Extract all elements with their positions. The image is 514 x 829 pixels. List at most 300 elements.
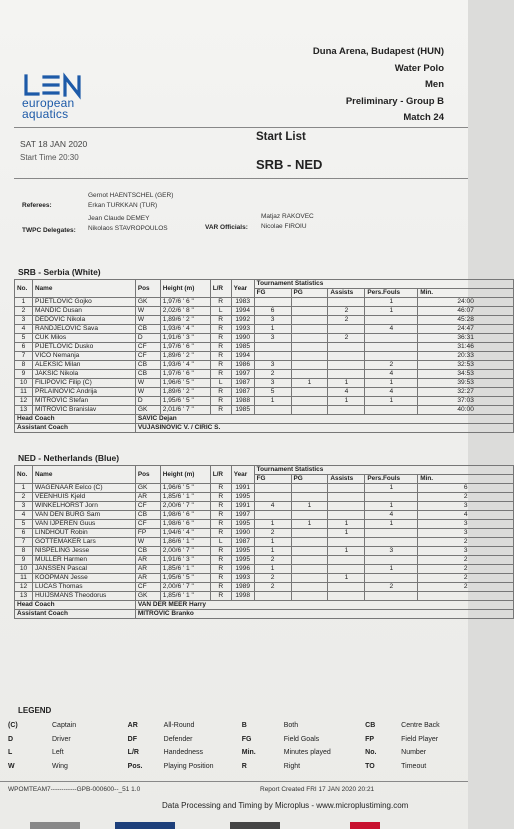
legend-description: Timeout <box>401 762 427 770</box>
col-name: Name <box>32 466 135 484</box>
cell-height: 1,85/6 ' 1 " <box>160 565 210 574</box>
cell-no: 5 <box>15 334 33 343</box>
cell-fg: 3 <box>254 316 291 325</box>
cell-lr: R <box>210 529 231 538</box>
cell-lr: L <box>210 379 231 388</box>
cell-lr: R <box>210 388 231 397</box>
legend-code: CB <box>365 722 376 730</box>
cell-pos: GK <box>135 592 160 601</box>
cell-min: 2 <box>418 583 514 592</box>
cell-pos: CB <box>135 547 160 556</box>
cell-pg <box>291 352 328 361</box>
cell-pers-fouls: 4 <box>365 388 418 397</box>
legend-row <box>8 746 468 760</box>
legend-item <box>128 749 242 756</box>
cell-pers-fouls: 4 <box>365 325 418 334</box>
cell-assists: 1 <box>328 574 365 583</box>
cell-pers-fouls: 4 <box>365 511 418 520</box>
legend-code: TO <box>365 762 375 770</box>
cell-pos: CB <box>135 325 160 334</box>
legend-row <box>8 733 468 747</box>
col-min: Min. <box>418 475 514 484</box>
cell-pers-fouls <box>365 316 418 325</box>
cell-pg <box>291 307 328 316</box>
cell-height: 1,89/6 ' 2 " <box>160 388 210 397</box>
legend-code: No. <box>365 749 377 757</box>
cell-name: ALEKSIC Milan <box>32 361 135 370</box>
cell-assists <box>328 325 365 334</box>
cell-assists <box>328 406 365 415</box>
cell-no: 10 <box>15 565 33 574</box>
cell-name: CUK Milos <box>32 334 135 343</box>
cell-lr: R <box>210 520 231 529</box>
col-fg: FG <box>254 475 291 484</box>
legend-code: AR <box>127 722 138 730</box>
cell-fg: 3 <box>254 361 291 370</box>
cell-name: JANSSEN Pascal <box>32 565 135 574</box>
cell-min: 46:07 <box>418 307 514 316</box>
cell-pos: CF <box>135 520 160 529</box>
cell-pers-fouls <box>365 352 418 361</box>
cell-lr: R <box>210 511 231 520</box>
cell-lr: L <box>210 307 231 316</box>
len-logo <box>22 74 102 120</box>
cell-min: 36:31 <box>418 334 514 343</box>
cell-pers-fouls <box>365 334 418 343</box>
table-row <box>15 325 514 334</box>
cell-fg: 2 <box>254 556 291 565</box>
cell-pos: CF <box>135 352 160 361</box>
legend-code: FG <box>241 735 252 743</box>
cell-name: JAKSIC Nikola <box>32 370 135 379</box>
len-logo-icon <box>22 74 84 98</box>
cell-height: 2,00/6 ' 7 " <box>160 547 210 556</box>
cell-name: MITROVIC Branislav <box>32 406 135 415</box>
cell-name: VEENHUIS Kjeld <box>32 493 135 502</box>
cell-pos: GK <box>135 406 160 415</box>
cell-height: 2,01/6 ' 7 " <box>160 406 210 415</box>
cell-assists <box>328 565 365 574</box>
cell-year: 1991 <box>231 484 254 493</box>
col-height: Height (m) <box>160 466 210 484</box>
cell-year: 1993 <box>231 325 254 334</box>
table-row <box>15 529 514 538</box>
delegate-1: Jean Claude DEMEY <box>88 215 150 222</box>
cell-pos: AR <box>135 565 160 574</box>
cell-min: 3 <box>418 502 514 511</box>
cell-fg: 1 <box>254 547 291 556</box>
sponsor-logo-4 <box>350 822 380 829</box>
col-pers-fouls: Pers.Fouls <box>365 289 418 298</box>
srb-assistant-coach-label: Assistant Coach <box>15 424 136 433</box>
cell-fg: 1 <box>254 325 291 334</box>
cell-pers-fouls: 1 <box>365 298 418 307</box>
cell-name: RANDJELOVIC Sava <box>32 325 135 334</box>
cell-pos: CF <box>135 583 160 592</box>
cell-no: 8 <box>15 547 33 556</box>
cell-min: 20:33 <box>418 352 514 361</box>
cell-height: 1,96/6 ' 5 " <box>160 379 210 388</box>
legend-item <box>8 722 128 729</box>
cell-name: PIJETLOVIC Dusko <box>32 343 135 352</box>
legend-title: LEGEND <box>18 706 52 715</box>
cell-pos: CB <box>135 370 160 379</box>
col-name: Name <box>32 280 135 298</box>
ned-roster-table <box>14 465 514 619</box>
cell-pos: D <box>135 334 160 343</box>
cell-lr: R <box>210 502 231 511</box>
cell-year: 1995 <box>231 493 254 502</box>
cell-height: 1,97/6 ' 6 " <box>160 370 210 379</box>
table-row <box>15 493 514 502</box>
cell-no: 2 <box>15 493 33 502</box>
cell-assists <box>328 538 365 547</box>
legend-description: Both <box>283 722 299 730</box>
legend-description: Field Player <box>401 735 439 743</box>
cell-pg <box>291 592 328 601</box>
cell-no: 12 <box>15 583 33 592</box>
legend-description: Driver <box>52 735 71 743</box>
referee-2: Erkan TURKKAN (TUR) <box>88 202 158 209</box>
col-assists: Assists <box>328 475 365 484</box>
table-row <box>15 511 514 520</box>
cell-pos: W <box>135 538 160 547</box>
cell-no: 9 <box>15 556 33 565</box>
cell-pg <box>291 325 328 334</box>
col-assists: Assists <box>328 289 365 298</box>
cell-lr: R <box>210 352 231 361</box>
table-row <box>15 538 514 547</box>
cell-pers-fouls <box>365 343 418 352</box>
cell-pg <box>291 406 328 415</box>
cell-lr: R <box>210 361 231 370</box>
legend-code: FP <box>365 735 375 743</box>
legend-description: All-Round <box>163 722 195 730</box>
legend-description: Defender <box>163 735 193 743</box>
cell-assists: 1 <box>328 379 365 388</box>
cell-name: MULLER Harmen <box>32 556 135 565</box>
table-row <box>15 334 514 343</box>
phase: Preliminary - Group B <box>345 95 444 107</box>
cell-name: VICO Nemanja <box>32 352 135 361</box>
cell-fg: 2 <box>254 529 291 538</box>
cell-lr: R <box>210 406 231 415</box>
legend-description: Playing Position <box>163 762 214 770</box>
col-min: Min. <box>418 289 514 298</box>
cell-fg <box>254 592 291 601</box>
cell-pg <box>291 316 328 325</box>
cell-no: 5 <box>15 520 33 529</box>
logo-text-line2: aquatics <box>22 107 69 121</box>
col-pg: PG <box>291 289 328 298</box>
cell-pos: FP <box>135 529 160 538</box>
cell-no: 13 <box>15 592 33 601</box>
table-row <box>15 565 514 574</box>
cell-pos: D <box>135 397 160 406</box>
legend-code: Pos. <box>127 762 143 770</box>
cell-pos: W <box>135 307 160 316</box>
table-row <box>15 547 514 556</box>
legend-code: R <box>241 762 247 770</box>
cell-pg <box>291 493 328 502</box>
cell-assists <box>328 511 365 520</box>
cell-no: 2 <box>15 307 33 316</box>
legend-code: L <box>8 749 13 757</box>
header-divider <box>14 127 468 128</box>
cell-fg: 4 <box>254 502 291 511</box>
srb-assistant-coach: VUJASINOVIC V. / CIRIC S. <box>135 424 513 433</box>
info-divider <box>14 178 468 179</box>
cell-fg: 1 <box>254 565 291 574</box>
col-pos: Pos <box>135 280 160 298</box>
cell-pers-fouls: 1 <box>365 307 418 316</box>
table-row <box>15 520 514 529</box>
cell-assists <box>328 361 365 370</box>
cell-height: 1,89/6 ' 2 " <box>160 352 210 361</box>
cell-assists: 1 <box>328 397 365 406</box>
col-height: Height (m) <box>160 280 210 298</box>
ned-head-coach: VAN DER MEER Harry <box>135 601 513 610</box>
col-year: Year <box>231 466 254 484</box>
cell-pos: CB <box>135 361 160 370</box>
cell-name: HUIJSMANS Theodorus <box>32 592 135 601</box>
cell-pg <box>291 298 328 307</box>
cell-year: 1994 <box>231 352 254 361</box>
table-row <box>15 556 514 565</box>
table-row <box>15 406 514 415</box>
logo-text-line1: european <box>22 96 75 110</box>
cell-fg <box>254 352 291 361</box>
cell-assists: 2 <box>328 334 365 343</box>
cell-year: 1991 <box>231 502 254 511</box>
table-row <box>15 502 514 511</box>
cell-min: 40:00 <box>418 406 514 415</box>
cell-name: WAGENAAR Eelco (C) <box>32 484 135 493</box>
cell-min: 31:46 <box>418 343 514 352</box>
table-row <box>15 361 514 370</box>
legend-code: W <box>8 762 15 770</box>
cell-pg <box>291 565 328 574</box>
cell-assists <box>328 493 365 502</box>
sport: Water Polo <box>394 62 444 74</box>
report-created: Report Created FRI 17 JAN 2020 20:21 <box>260 786 375 793</box>
cell-year: 1989 <box>231 583 254 592</box>
cell-min: 24:47 <box>418 325 514 334</box>
cell-year: 1985 <box>231 343 254 352</box>
venue: Duna Arena, Budapest (HUN) <box>312 46 444 57</box>
cell-fg: 6 <box>254 307 291 316</box>
cell-assists <box>328 502 365 511</box>
cell-pg: 1 <box>291 379 328 388</box>
cell-year: 1995 <box>231 547 254 556</box>
match-date: SAT 18 JAN 2020 <box>20 139 88 149</box>
cell-lr: R <box>210 565 231 574</box>
cell-year: 1998 <box>231 592 254 601</box>
cell-no: 4 <box>15 511 33 520</box>
cell-pers-fouls: 1 <box>365 484 418 493</box>
match-title: SRB - NED <box>256 157 323 172</box>
cell-lr: R <box>210 592 231 601</box>
cell-assists <box>328 298 365 307</box>
cell-min: 45:28 <box>418 316 514 325</box>
sponsor-logo-1 <box>30 822 80 829</box>
cell-year: 1986 <box>231 361 254 370</box>
cell-pos: W <box>135 388 160 397</box>
delegates-label: TWPC Delegates: <box>22 227 76 234</box>
cell-pers-fouls <box>365 406 418 415</box>
cell-lr: R <box>210 556 231 565</box>
cell-min <box>418 592 514 601</box>
srb-head-coach: SAVIC Dejan <box>135 415 513 424</box>
cell-pers-fouls: 2 <box>365 583 418 592</box>
cell-no: 7 <box>15 538 33 547</box>
cell-name: VAN DEN BURG Sam <box>32 511 135 520</box>
cell-pers-fouls <box>365 592 418 601</box>
legend-description: Wing <box>52 762 68 770</box>
cell-min: 39:53 <box>418 379 514 388</box>
table-row <box>15 307 514 316</box>
var-official-2: Nicolae FIROIU <box>261 223 307 230</box>
cell-year: 1990 <box>231 529 254 538</box>
cell-fg: 2 <box>254 370 291 379</box>
cell-height: 1,94/6 ' 4 " <box>160 529 210 538</box>
col-year: Year <box>231 280 254 298</box>
cell-no: 6 <box>15 343 33 352</box>
cell-name: DEDOVIC Nikola <box>32 316 135 325</box>
cell-fg: 1 <box>254 538 291 547</box>
cell-pg <box>291 484 328 493</box>
table-row <box>15 343 514 352</box>
cell-pos: CF <box>135 343 160 352</box>
cell-no: 8 <box>15 361 33 370</box>
cell-pg <box>291 334 328 343</box>
cell-height: 1,91/6 ' 3 " <box>160 334 210 343</box>
cell-min: 2 <box>418 556 514 565</box>
legend-item <box>242 763 365 770</box>
cell-pos: AR <box>135 493 160 502</box>
cell-lr: R <box>210 484 231 493</box>
legend-item <box>365 736 468 743</box>
cell-fg: 3 <box>254 379 291 388</box>
cell-pers-fouls <box>365 493 418 502</box>
cell-height: 1,89/6 ' 2 " <box>160 316 210 325</box>
cell-lr: R <box>210 370 231 379</box>
cell-lr: R <box>210 334 231 343</box>
cell-fg <box>254 343 291 352</box>
legend-item <box>128 736 242 743</box>
cell-min: 3 <box>418 547 514 556</box>
table-row <box>15 484 514 493</box>
cell-year: 1992 <box>231 316 254 325</box>
cell-name: NISPELING Jesse <box>32 547 135 556</box>
legend-item <box>365 749 468 756</box>
legend-description: Field Goals <box>283 735 320 743</box>
cell-height: 1,86/6 ' 1 " <box>160 538 210 547</box>
cell-fg <box>254 406 291 415</box>
ned-assistant-coach-label: Assistant Coach <box>15 610 136 619</box>
legend-item <box>8 736 128 743</box>
legend-code: B <box>241 722 247 730</box>
legend-item <box>242 722 365 729</box>
table-row <box>15 370 514 379</box>
cell-pg <box>291 343 328 352</box>
tournament-stats-header: Tournament Statistics <box>254 280 513 289</box>
legend-item <box>365 722 468 729</box>
cell-pg <box>291 547 328 556</box>
cell-year: 1993 <box>231 574 254 583</box>
cell-no: 7 <box>15 352 33 361</box>
cell-year: 1995 <box>231 556 254 565</box>
delegates-list <box>88 214 168 234</box>
cell-height: 1,98/6 ' 6 " <box>160 520 210 529</box>
legend-code: L/R <box>127 749 139 757</box>
col-no: No. <box>15 466 33 484</box>
legend-item <box>128 763 242 770</box>
legend-item <box>365 763 468 770</box>
cell-pers-fouls: 1 <box>365 565 418 574</box>
cell-pg <box>291 538 328 547</box>
event-header <box>313 44 444 127</box>
cell-pos: AR <box>135 574 160 583</box>
cell-no: 4 <box>15 325 33 334</box>
cell-fg <box>254 484 291 493</box>
legend-description: Captain <box>52 722 77 730</box>
cell-height: 2,00/6 ' 7 " <box>160 583 210 592</box>
cell-pg <box>291 556 328 565</box>
cell-lr: R <box>210 397 231 406</box>
cell-min: 2 <box>418 574 514 583</box>
cell-pers-fouls: 2 <box>365 361 418 370</box>
table-row <box>15 379 514 388</box>
cell-pos: W <box>135 379 160 388</box>
legend-code: (C) <box>8 722 18 730</box>
table-row <box>15 388 514 397</box>
cell-pers-fouls <box>365 574 418 583</box>
legend-row <box>8 760 468 774</box>
cell-min: 2 <box>418 565 514 574</box>
col-lr: L/R <box>210 280 231 298</box>
cell-height: 2,02/6 ' 8 " <box>160 307 210 316</box>
cell-pg <box>291 529 328 538</box>
legend-item <box>242 749 365 756</box>
table-row <box>15 298 514 307</box>
referees-list <box>88 191 173 211</box>
cell-pers-fouls <box>365 538 418 547</box>
ned-assistant-coach: MITROVIC Branko <box>135 610 513 619</box>
cell-assists: 1 <box>328 529 365 538</box>
cell-no: 3 <box>15 316 33 325</box>
cell-pg <box>291 361 328 370</box>
legend-code: D <box>8 735 14 743</box>
col-fg: FG <box>254 289 291 298</box>
cell-lr: R <box>210 325 231 334</box>
cell-pg <box>291 370 328 379</box>
cell-min: 37:03 <box>418 397 514 406</box>
cell-pg <box>291 511 328 520</box>
cell-pers-fouls: 3 <box>365 547 418 556</box>
ned-team-title: NED - Netherlands (Blue) <box>18 453 120 463</box>
cell-height: 1,97/6 ' 6 " <box>160 343 210 352</box>
cell-pers-fouls: 1 <box>365 379 418 388</box>
legend-description: Centre Back <box>401 722 440 730</box>
cell-pers-fouls: 4 <box>365 370 418 379</box>
cell-lr: R <box>210 298 231 307</box>
cell-lr: R <box>210 343 231 352</box>
cell-name: WINKELHORST Jorn <box>32 502 135 511</box>
cell-pers-fouls: 1 <box>365 397 418 406</box>
table-row <box>15 574 514 583</box>
cell-pers-fouls <box>365 556 418 565</box>
